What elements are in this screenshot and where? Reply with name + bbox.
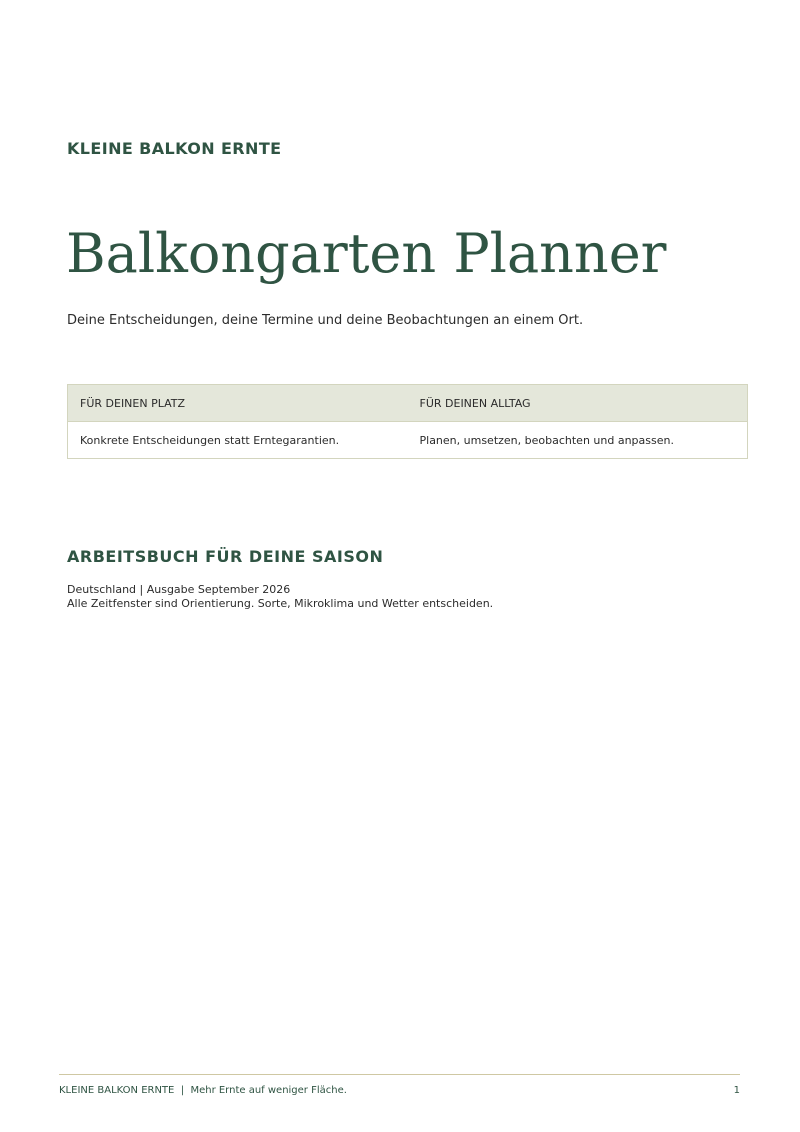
edition-line: Deutschland | Ausgabe September 2026 — [67, 583, 291, 596]
footer-divider — [59, 1074, 740, 1075]
edition-info — [67, 583, 493, 611]
page-subtitle: Deine Entscheidungen, deine Termine und deine Beobachtungen an einem Ort. — [67, 313, 584, 328]
info-table — [67, 384, 748, 459]
disclaimer-line: Alle Zeitfenster sind Orientierung. Sorte, Mikroklima und Wetter entscheiden. — [67, 597, 494, 610]
section-heading: ARBEITSBUCH FÜR DEINE SAISON — [67, 547, 384, 566]
table-header-row — [68, 385, 748, 422]
brand-label: KLEINE BALKON ERNTE — [67, 139, 282, 158]
table-header-cell: FÜR DEINEN PLATZ — [68, 385, 408, 422]
page-number: 1 — [733, 1085, 740, 1096]
table-cell: Planen, umsetzen, beobachten und anpassen. — [408, 422, 748, 459]
footer-text: KLEINE BALKON ERNTE | Mehr Ernte auf weniger Fläche. — [59, 1085, 347, 1096]
table-header-cell: FÜR DEINEN ALLTAG — [408, 385, 748, 422]
table-row — [68, 422, 748, 459]
table-cell: Konkrete Entscheidungen statt Erntegarantien. — [68, 422, 408, 459]
page-title: Balkongarten Planner — [66, 222, 667, 285]
